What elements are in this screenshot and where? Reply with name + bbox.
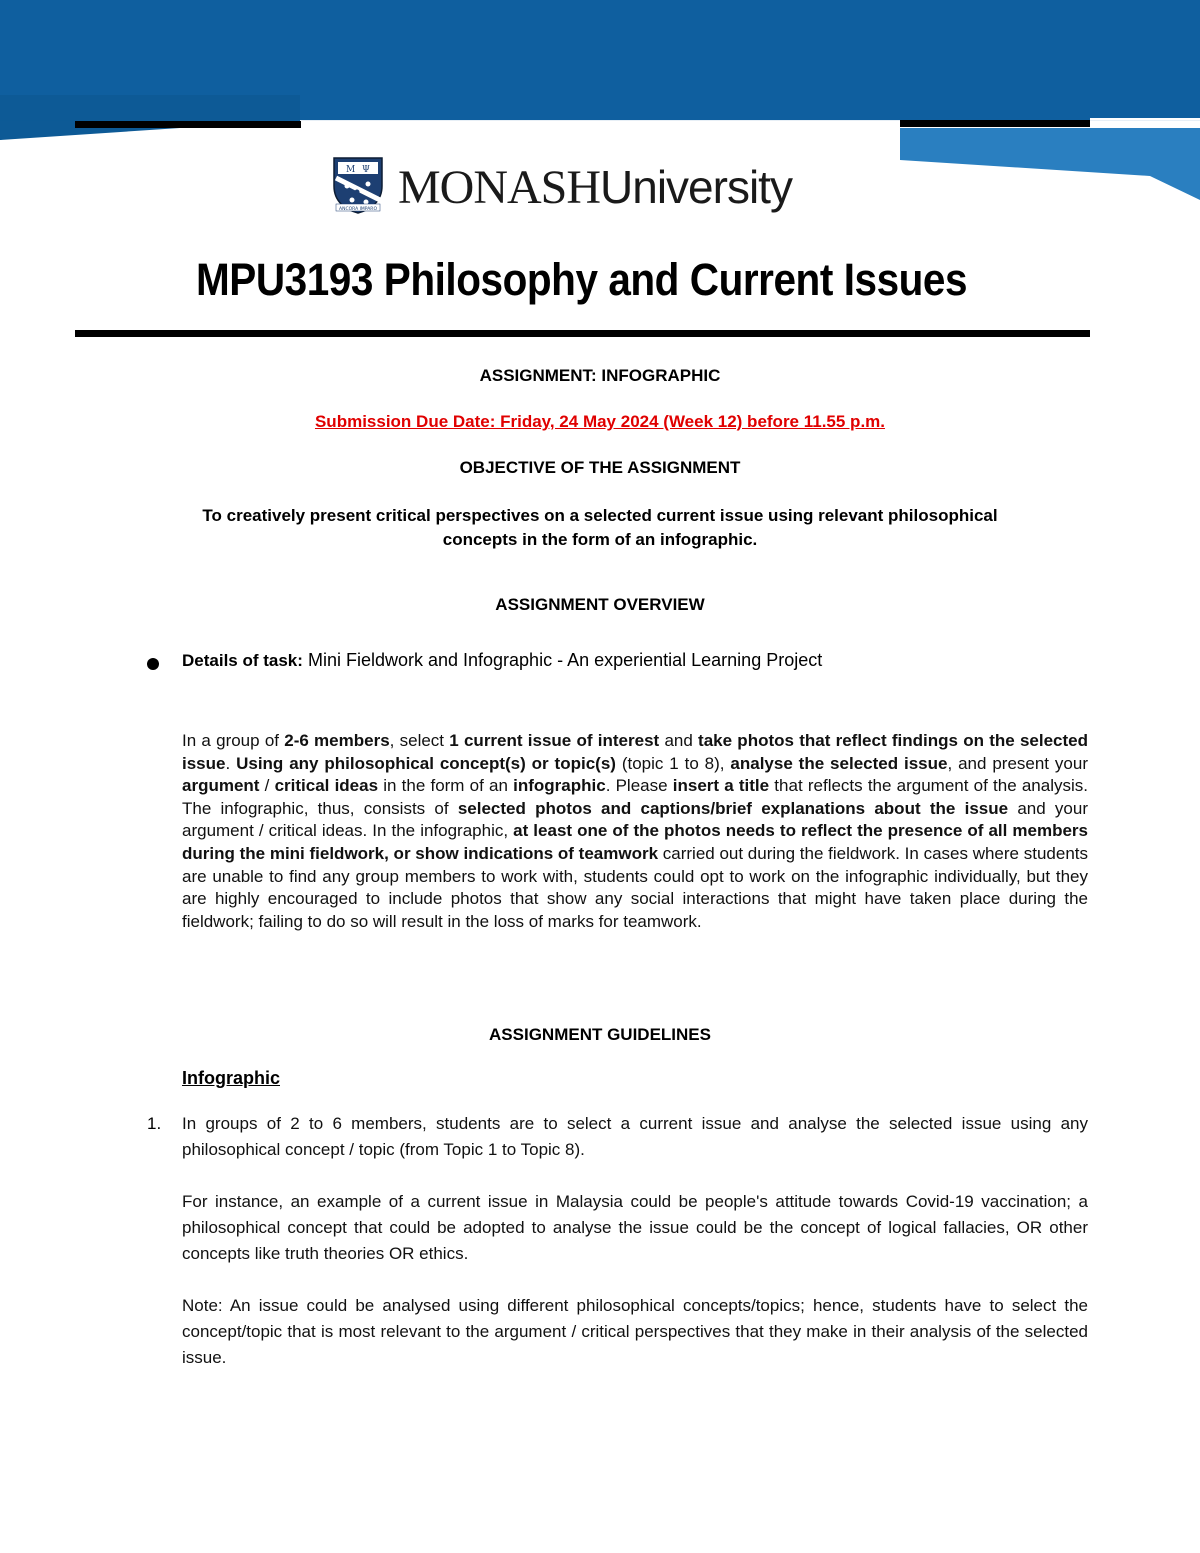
para-bold: Using any philosophical concept(s) or topic(s) bbox=[236, 753, 616, 773]
wordmark-university: University bbox=[600, 161, 792, 213]
due-date: Submission Due Date: Friday, 24 May 2024 (Week 12) before 11.55 p.m. bbox=[314, 412, 886, 431]
list-number: 1. bbox=[147, 1114, 162, 1133]
para-text: . Please bbox=[605, 776, 673, 796]
para-text: , and present your bbox=[947, 753, 1088, 773]
para-text: / bbox=[259, 776, 275, 796]
banner-wing bbox=[900, 128, 1200, 200]
infographic-subheading: Infographic bbox=[182, 1068, 280, 1088]
monash-crest-icon bbox=[330, 156, 386, 214]
para-bold: take photos that reflect findings on the selected issue bbox=[182, 731, 1088, 773]
wordmark-monash: MONASH bbox=[398, 161, 601, 214]
details-value: Mini Fieldwork and Infographic - An experiential Learning Project bbox=[307, 650, 823, 670]
guideline-note: Note: An issue could be analysed using different philosophical concepts/topics; hence, students have to select the concept/topic that is most relevant to the argument / critical perspectives that they make in their analysis of the selected issue. bbox=[182, 1296, 1088, 1367]
para-bold: analyse the selected issue bbox=[730, 753, 948, 773]
para-text: that reflects the argument of the analysis. The infographic, thus, consists of bbox=[182, 776, 1088, 818]
objective-heading: OBJECTIVE OF THE ASSIGNMENT bbox=[459, 458, 741, 477]
overview-heading: ASSIGNMENT OVERVIEW bbox=[495, 595, 705, 614]
para-text: , select bbox=[389, 731, 450, 750]
overview-paragraph bbox=[182, 730, 1088, 933]
bullet-icon bbox=[147, 658, 159, 670]
details-of-task bbox=[182, 650, 822, 671]
guidelines-heading: ASSIGNMENT GUIDELINES bbox=[489, 1025, 711, 1044]
header-rule-left bbox=[75, 121, 301, 128]
objective-line-2: concepts in the form of an infographic. bbox=[442, 530, 758, 549]
title-rule bbox=[75, 330, 1090, 337]
para-bold: infographic bbox=[513, 776, 606, 796]
banner-shade bbox=[0, 95, 300, 140]
para-bold: 1 current issue of interest bbox=[449, 731, 660, 750]
details-label: Details of task: bbox=[182, 651, 303, 670]
para-bold: at least one of the photos needs to reflect the presence of all members during the mini fieldwork, or show indications of teamwork bbox=[182, 821, 1088, 863]
objective-text bbox=[0, 504, 1200, 552]
para-bold: 2-6 members bbox=[284, 731, 390, 750]
guideline-example: For instance, an example of a current issue in Malaysia could be people's attitude towards Covid-19 vaccination; a philosophical concept that could be adopted to analyse the issue could be the concept of logical fallacies, OR other concepts like truth theories OR ethics. bbox=[182, 1192, 1088, 1263]
para-bold: argument bbox=[182, 776, 260, 796]
para-text: and your argument / critical ideas. In the infographic, bbox=[182, 798, 1088, 841]
guideline-item-1: In groups of 2 to 6 members, students are to select a current issue and analyse the selected issue using any philosophical concept / topic (from Topic 1 to Topic 8). bbox=[182, 1114, 1088, 1159]
objective-line-1: To creatively present critical perspectives on a selected current issue using relevant philosophical bbox=[202, 506, 998, 525]
assignment-label: ASSIGNMENT: INFOGRAPHIC bbox=[479, 366, 721, 385]
course-title: MPU3193 Philosophy and Current Issues bbox=[196, 254, 968, 305]
para-text: in the form of an bbox=[378, 776, 514, 796]
svg-text:M: M bbox=[346, 165, 356, 175]
svg-text:ANCORA IMPARO: ANCORA IMPARO bbox=[339, 207, 377, 212]
para-text: . bbox=[225, 753, 237, 773]
para-bold: insert a title bbox=[672, 776, 770, 796]
svg-text:Ψ: Ψ bbox=[362, 165, 370, 175]
para-bold: critical ideas bbox=[274, 776, 379, 796]
para-text: carried out during the fieldwork. In cases where students are unable to find any group members to work with, students could opt to work on the infographic individually, but they are highly encouraged to include photos that show any social interactions that might have taken place during the fieldwork; failing to do so will result in the loss of marks for teamwork. bbox=[182, 843, 1088, 931]
header-rule-right bbox=[900, 120, 1090, 127]
para-text: (topic 1 to 8), bbox=[615, 753, 731, 773]
para-bold: selected photos and captions/brief explanations about the issue bbox=[457, 798, 1009, 818]
para-text: and bbox=[659, 731, 699, 750]
monash-wordmark bbox=[398, 160, 792, 215]
para-text: In a group of bbox=[182, 731, 285, 750]
